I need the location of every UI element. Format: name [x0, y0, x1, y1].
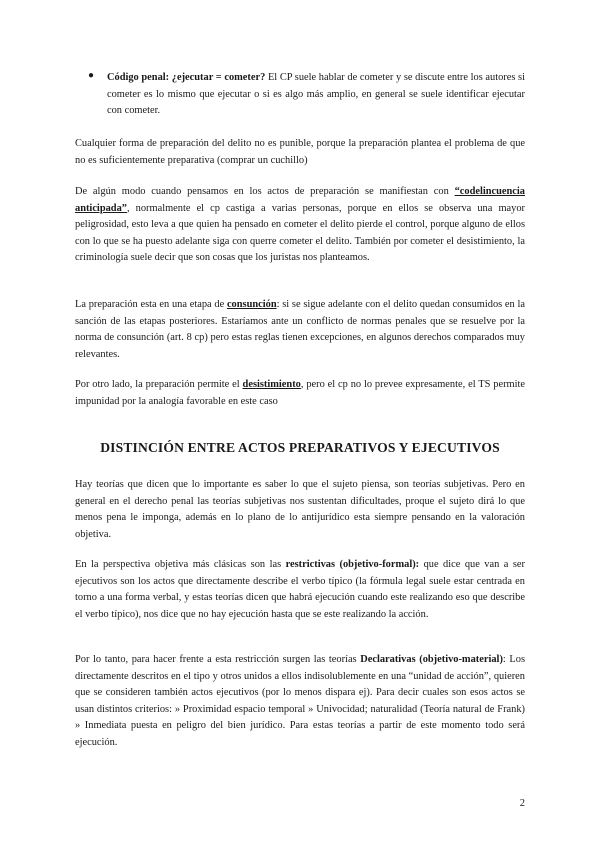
p7-b: : Los directamente descritos en el tipo y otros unidos a ellos indisolublemente en una “unidad de acción”, quieren que se consideren también actos ejecutivos (por lo menos dispara ej). Para decir cuales son esos actos se usan distintos criterios: » Proximidad espacio temporal » Univocidad; naturalidad (Teoría natural de Frank) » Inmediata puesta en peligro del bien jurídico. Para estas teorías a partir de este momento todo será ejecución.	[75, 654, 525, 748]
bullet-dot-icon: ●	[88, 70, 95, 81]
bullet-text	[92, 70, 525, 120]
term-desistimiento: desistimiento	[242, 379, 301, 390]
p7-a: Por lo tanto, para hacer frente a esta restricción surgen las teorías	[75, 654, 361, 665]
p3-b: : si se sigue adelante con el delito quedan consumidos en la sanción de las etapas posteriores. Estaríamos ante un conflicto de normas penales que se resuelve por la norma de consunción (art. 8 cp) pero estas reglas tienen excepciones, en algunos derechos comparados muy relevantes.	[75, 299, 525, 360]
paragraph-desistimiento	[75, 377, 525, 410]
p6-a: En la perspectiva objetiva más clásicas son las	[75, 559, 286, 570]
section-heading: DISTINCIÓN ENTRE ACTOS PREPARATIVOS Y EJECUTIVOS	[100, 440, 500, 455]
term-declarativas: Declarativas (objetivo-material)	[360, 654, 503, 665]
bullet-body: El CP suele hablar de cometer y se discute entre los autores si cometer es lo mismo que ejecutar o si es algo más amplio, en general se suele identificar ejecutar con cometer.	[107, 72, 525, 117]
term-restrictivas: restrictivas (objetivo-formal):	[285, 559, 420, 570]
p6-b: que dice que van a ser ejecutivos son los actos que directamente describe el verbo típico (la fórmula legal suele estar centrada en torno a una forma verbal, y estas teorías dicen que habrá ejecución cuando este realizando eso que describe el verbo típico), nos dice que no hay ejecución hasta que se este realizando la acción.	[75, 559, 525, 620]
paragraph-teorias-subjetivas: Hay teorías que dicen que lo importante es saber lo que el sujeto piensa, son teorías subjetivas. Pero en general en el derecho penal las teorías subjetivas nos sustentan dificultades, proque el sujeto dirá lo que menos pena le imponga, además en lo plano de lo antijurídico esta siempre pensando en la valoración objetiva.	[75, 479, 525, 540]
term-consuncion: consunción	[226, 299, 277, 310]
p2-a: De algún modo cuando pensamos en los actos de preparación se manifiestan con	[75, 186, 455, 197]
bullet-item-codigo-penal	[88, 70, 525, 120]
page-number: 2	[519, 798, 525, 809]
term-codelincuencia: “codelincuencia anticipada”	[75, 186, 525, 214]
paragraph-consuncion	[75, 297, 525, 363]
paragraph-codelincuencia	[75, 184, 525, 267]
bullet-bold: Código penal: ¿ejecutar = cometer?	[107, 72, 266, 83]
paragraph-preparacion: Cualquier forma de preparación del delito no es punible, porque la preparación plantea el problema de que no es suficientemente preparativa (comprar un cuchillo)	[75, 138, 525, 166]
paragraph-declarativas	[75, 652, 525, 752]
p4-b: , pero el cp no lo prevee expresamente, el TS permite impunidad por la analogía favorable en este caso	[75, 379, 525, 407]
p3-a: La preparación esta en una etapa de	[75, 299, 227, 310]
p4-a: Por otro lado, la preparación permite el	[75, 379, 243, 390]
p2-b: , normalmente el cp castiga a varias personas, porque en ellos se observa una mayor peligrosidad, esto leva a que quien ha pensado en cometer el delito pierde el control, porque alguno de ellos con lo que se ha puesto adelante siga con querre cometer el delito. También por cometer el desistimiento, la criminología suele decir que son cosas que los juristas nos planteamos.	[75, 202, 525, 264]
paragraph-restrictivas	[75, 557, 525, 623]
